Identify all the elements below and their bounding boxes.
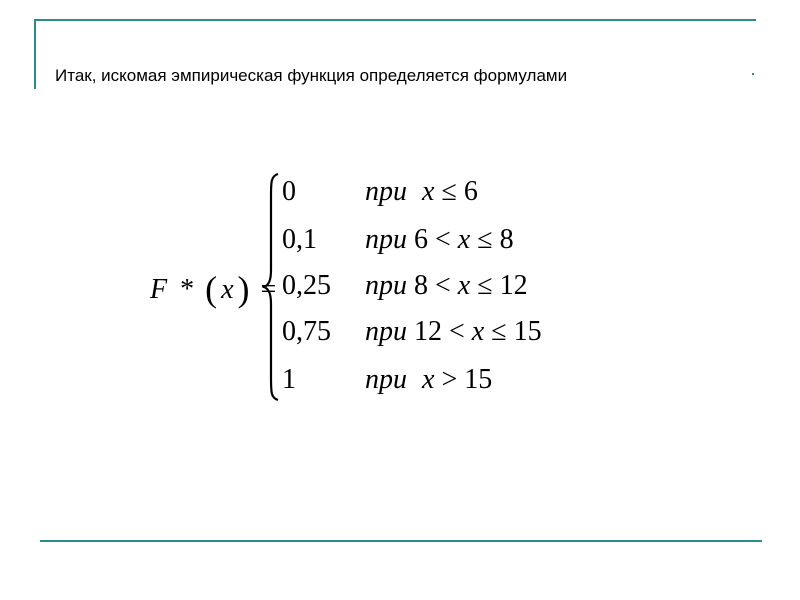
condition-variable: x xyxy=(457,270,471,301)
case-value: 0,1 xyxy=(282,224,317,255)
condition-variable: x xyxy=(422,364,435,395)
function-star: * xyxy=(180,274,195,305)
case-value: 0,25 xyxy=(282,270,331,301)
condition-lower-operator: < xyxy=(449,316,465,347)
condition-operator: ≤ xyxy=(491,316,507,347)
case-condition xyxy=(365,316,542,348)
condition-variable: x xyxy=(471,316,485,347)
formula-lhs xyxy=(150,268,276,310)
case-condition xyxy=(365,270,528,302)
condition-operator: > xyxy=(441,364,458,395)
condition-bound: 15 xyxy=(464,364,493,395)
condition-operator: ≤ xyxy=(441,176,457,207)
function-name: F xyxy=(150,274,168,305)
right-paren: ) xyxy=(237,269,250,309)
condition-keyword: при xyxy=(365,224,407,255)
condition-lower-bound: 8 xyxy=(414,270,428,301)
condition-operator: ≤ xyxy=(477,270,493,301)
condition-operator: ≤ xyxy=(477,224,493,255)
function-variable: x xyxy=(221,274,234,305)
case-value: 0 xyxy=(282,176,296,207)
condition-keyword: при xyxy=(365,270,407,301)
slide-heading: Итак, искомая эмпирическая функция определяется формулами xyxy=(55,66,568,85)
case-value: 0,75 xyxy=(282,316,331,347)
condition-bound: 8 xyxy=(499,224,514,255)
condition-lower-operator: < xyxy=(435,270,451,301)
condition-lower-bound: 12 xyxy=(414,316,442,347)
condition-variable: x xyxy=(457,224,471,255)
condition-lower-bound: 6 xyxy=(414,224,428,255)
case-condition xyxy=(365,364,492,396)
condition-bound: 12 xyxy=(499,270,528,301)
left-brace xyxy=(262,172,282,402)
condition-keyword: при xyxy=(365,316,407,347)
case-condition xyxy=(365,176,478,208)
condition-variable: x xyxy=(422,176,435,207)
left-paren: ( xyxy=(205,269,218,309)
case-value: 1 xyxy=(282,364,296,395)
condition-bound: 15 xyxy=(513,316,542,347)
case-condition xyxy=(365,224,514,256)
condition-keyword: при xyxy=(365,364,407,395)
condition-keyword: при xyxy=(365,176,407,207)
condition-lower-operator: < xyxy=(435,224,451,255)
condition-bound: 6 xyxy=(463,176,478,207)
equals-sign: = xyxy=(260,274,277,305)
